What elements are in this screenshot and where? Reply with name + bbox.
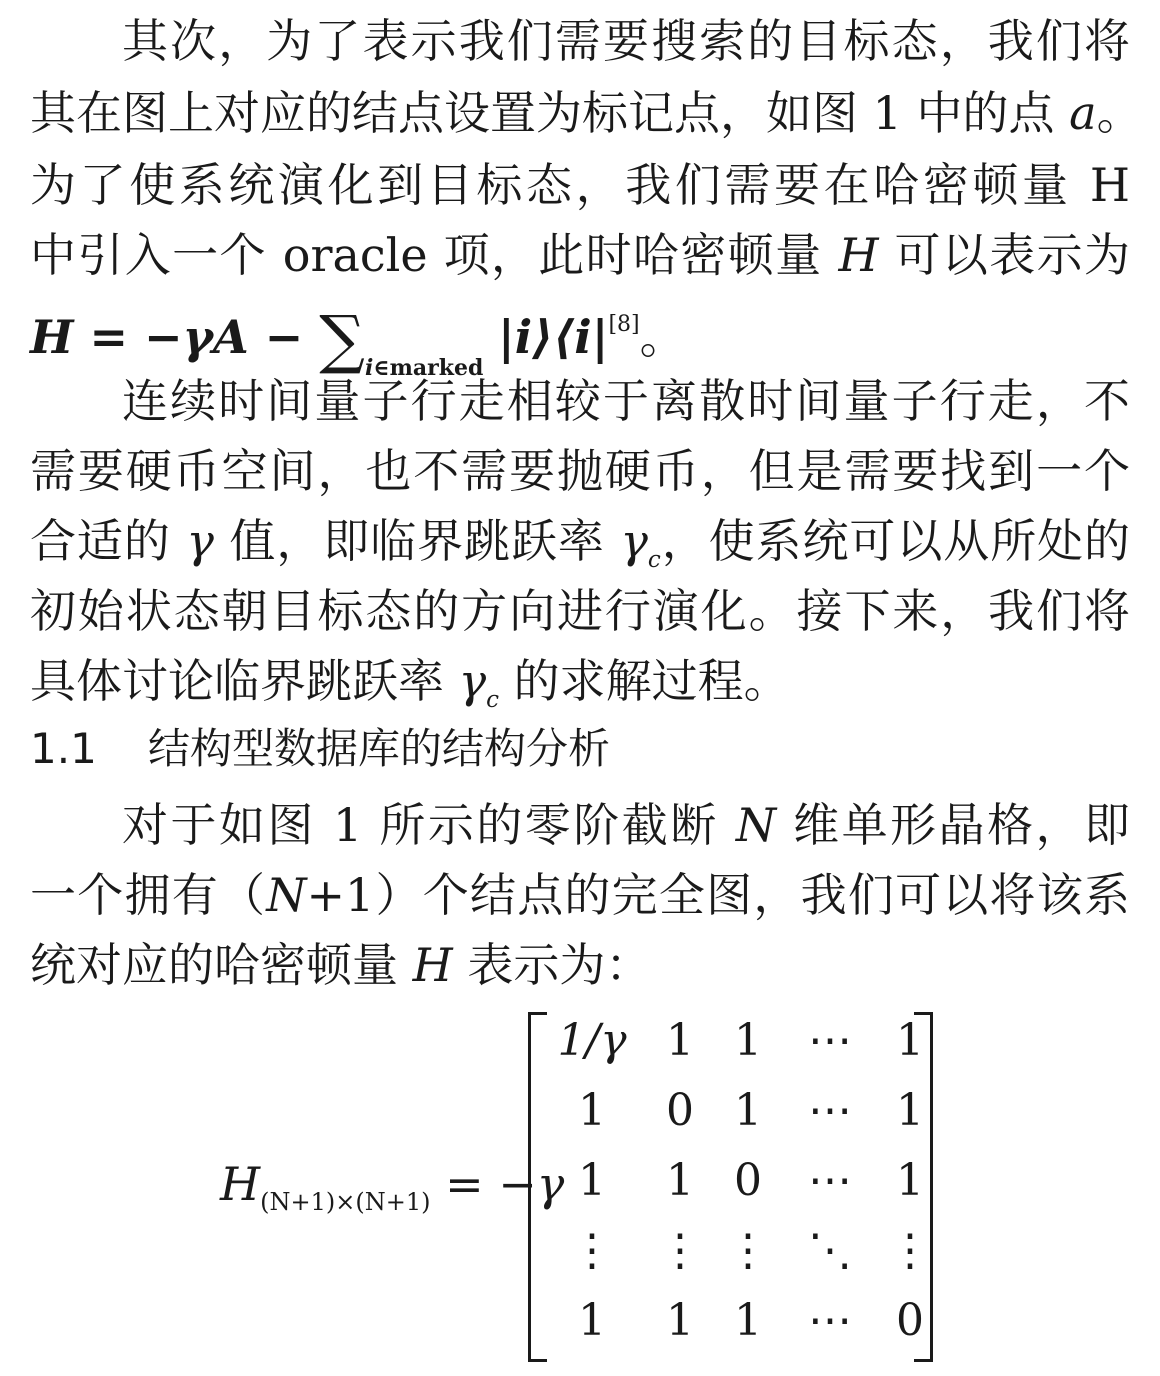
matrix-cell: ⋮ xyxy=(658,1225,702,1276)
matrix-cell: 1 xyxy=(666,1155,694,1206)
point-label: a xyxy=(1069,86,1097,140)
paragraph2-line3: 合适的 γ 值，即临界跳跃率 $\gamma_c$，使系统可以从所处的 xyxy=(30,514,1131,574)
matrix-cell: 1/γ xyxy=(557,1015,627,1066)
citation: [8] xyxy=(608,312,640,337)
matrix-lhs: $H_{(N+1)\times(N+1)} = -\gamma$ xyxy=(220,1157,565,1217)
hamiltonian-matrix-formula xyxy=(220,1012,940,1362)
matrix-cell: ⋮ xyxy=(888,1225,932,1276)
section-heading xyxy=(30,714,610,784)
matrix-cell: 1 xyxy=(578,1085,606,1136)
matrix-cell: 0 xyxy=(896,1295,924,1346)
matrix-cell: ⋮ xyxy=(726,1225,770,1276)
paragraph3-line3: 统对应的哈密顿量 H 表示为： xyxy=(30,938,652,992)
matrix-cell: ⋯ xyxy=(808,1155,852,1206)
paragraph1-line1: 其次，为了表示我们需要搜索的目标态，我们将 xyxy=(122,14,1130,68)
matrix-cell: 1 xyxy=(666,1015,694,1066)
paragraph3-line1: 对于如图 1 所示的零阶截断 N 维单形晶格，即 xyxy=(122,798,1131,852)
paragraph2-line5: 具体讨论临界跳跃率 $\gamma_c$ 的求解过程。 xyxy=(30,654,790,714)
paragraph1-line4: 中引入一个 oracle 项，此时哈密顿量 H 可以表示为 xyxy=(30,228,1130,282)
matrix-cell: 0 xyxy=(666,1085,694,1136)
matrix-cell: ⋯ xyxy=(808,1085,852,1136)
sum-symbol: ∑ xyxy=(319,303,365,377)
matrix-cell: 1 xyxy=(666,1295,694,1346)
projector: |i⟩⟨i| xyxy=(497,310,609,364)
matrix-cell: 1 xyxy=(734,1085,762,1136)
paragraph2-line2: 需要硬币空间，也不需要抛硬币，但是需要找到一个 xyxy=(30,444,1130,498)
matrix-cell: 1 xyxy=(734,1295,762,1346)
matrix-cell: ⋯ xyxy=(808,1015,852,1066)
paragraph2-line4: 初始状态朝目标态的方向进行演化。接下来，我们将 xyxy=(30,584,1130,638)
paragraph2-line1: 连续时间量子行走相较于离散时间量子行走，不 xyxy=(122,374,1130,428)
matrix-cell: 1 xyxy=(896,1085,924,1136)
section-title: 结构型数据库的结构分析 xyxy=(148,724,611,773)
matrix-cell: 1 xyxy=(734,1015,762,1066)
matrix-cell: 1 xyxy=(896,1015,924,1066)
paragraph1-line2: 其在图上对应的结点设置为标记点，如图 1 中的点 a。 xyxy=(30,86,1143,140)
paragraph1-line3: 为了使系统演化到目标态，我们需要在哈密顿量 H xyxy=(30,158,1130,212)
matrix-cell: 1 xyxy=(578,1295,606,1346)
hamiltonian-oracle-formula: $H = -\gamma A - \sum_{i\in marked}$ |i⟩⟨i|[8]。 xyxy=(30,303,686,381)
matrix-cell: ⋯ xyxy=(808,1295,852,1346)
matrix-cell: 1 xyxy=(578,1155,606,1206)
matrix-cell: 1 xyxy=(896,1155,924,1206)
matrix-cell: 0 xyxy=(734,1155,762,1206)
section-number: 1.1 xyxy=(30,724,97,773)
paragraph3-line2: 一个拥有（N+1）个结点的完全图，我们可以将该系 xyxy=(30,868,1131,922)
matrix-cell: ⋱ xyxy=(808,1225,852,1276)
matrix-cell: ⋮ xyxy=(570,1225,614,1276)
